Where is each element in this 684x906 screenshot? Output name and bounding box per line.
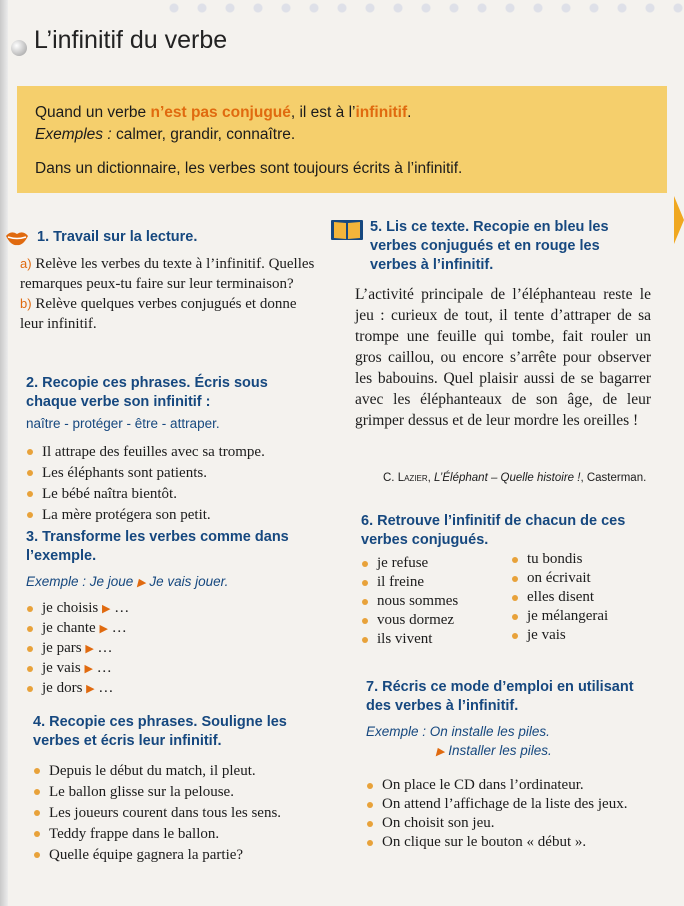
section-1-b bbox=[20, 294, 318, 334]
section-7 bbox=[366, 678, 662, 852]
section-3-list bbox=[26, 599, 326, 699]
rule-line bbox=[35, 102, 649, 124]
verb-columns bbox=[361, 551, 657, 649]
item-dots: … bbox=[114, 600, 130, 616]
rule-text: Quand un verbe bbox=[35, 104, 151, 121]
example-result-line bbox=[366, 741, 662, 762]
item-letter: a) bbox=[20, 256, 32, 271]
book-icon bbox=[330, 218, 364, 242]
list-item: tu bondis bbox=[511, 550, 651, 569]
section-title-text: Recopie ces phrases. Souligne les verbes et écris leur infinitif. bbox=[33, 714, 287, 749]
item-text: je choisis bbox=[42, 600, 99, 616]
list-item: Les joueurs courent dans tous les sens. bbox=[33, 803, 333, 824]
list-item: Teddy frappe dans le ballon. bbox=[33, 824, 333, 845]
item-text: Relève les verbes du texte à l’infinitif. Quelles remarques peux-tu faire sur leur terminaison? bbox=[20, 256, 315, 292]
section-number: 4. bbox=[33, 714, 46, 730]
example-text: Exemple : On installe les piles. bbox=[366, 724, 550, 739]
list-item: Il attrape des feuilles avec sa trompe. bbox=[26, 442, 316, 463]
page-tab-arrow bbox=[674, 196, 684, 244]
list-item: je mélangerai bbox=[511, 607, 651, 626]
section-number: 2. bbox=[26, 375, 39, 391]
arrow-right-icon: ▶ bbox=[85, 643, 94, 655]
item-dots: … bbox=[98, 680, 114, 696]
list-item: nous sommes bbox=[361, 592, 511, 611]
examples-label: Exemples : bbox=[35, 126, 112, 143]
section-title-text: Recopie ces phrases. Écris sous chaque verbe son infinitif : bbox=[26, 375, 268, 410]
source-title: L’Éléphant – Quelle histoire ! bbox=[434, 472, 581, 484]
section-1-title bbox=[20, 228, 318, 247]
example-line bbox=[26, 572, 326, 593]
item-text: je chante bbox=[42, 620, 96, 636]
section-3-title bbox=[26, 528, 326, 566]
section-2 bbox=[26, 374, 316, 526]
text-source bbox=[383, 468, 655, 488]
section-title-text: Retrouve l’infinitif de chacun de ces verbes conjugués. bbox=[361, 513, 626, 548]
list-item: ils vivent bbox=[361, 630, 511, 649]
list-item: Depuis le début du match, il pleut. bbox=[33, 761, 333, 782]
section-6-title bbox=[361, 512, 657, 550]
section-4-list bbox=[33, 761, 333, 866]
arrow-right-icon: ▶ bbox=[436, 746, 445, 758]
top-dot-pattern bbox=[160, 0, 684, 16]
rule-box bbox=[17, 86, 667, 193]
section-5 bbox=[370, 218, 650, 275]
verb-list: naître - protéger - être - attraper. bbox=[26, 416, 220, 431]
item-dots: … bbox=[96, 660, 112, 676]
source-author: C. Lazier, bbox=[383, 472, 435, 484]
example-block bbox=[366, 722, 662, 762]
list-item: Les éléphants sont patients. bbox=[26, 463, 316, 484]
arrow-right-icon: ▶ bbox=[86, 683, 95, 695]
list-item: vous dormez bbox=[361, 611, 511, 630]
section-3 bbox=[26, 528, 326, 699]
list-item: Le bébé naîtra bientôt. bbox=[26, 484, 316, 505]
list-item: Quelle équipe gagnera la partie? bbox=[33, 845, 333, 866]
section-number: 7. bbox=[366, 679, 379, 695]
item-dots: … bbox=[111, 620, 127, 636]
reading-text: L’activité principale de l’éléphanteau reste le jeu : curieux de tout, il tente d’attraper de sa trompe une feuille qui tombe, fait rouler un gros caillou, ou encore s’arrête pour observer les babouins. Quel plaisir aussi de se bagarrer avec les éléphanteaux de son âge, de leur grimper dessus et de leur mordre les oreilles ! bbox=[355, 286, 651, 429]
section-title-text: Récris ce mode d’emploi en utilisant des verbes à l’infinitif. bbox=[366, 679, 634, 714]
section-number: 6. bbox=[361, 513, 374, 529]
section-title-text: Travail sur la lecture. bbox=[53, 229, 198, 245]
list-item bbox=[26, 639, 326, 659]
example-text: Exemple : Je joue bbox=[26, 574, 134, 589]
verb-column-1 bbox=[361, 554, 511, 649]
section-title-text: Transforme les verbes comme dans l’exemple. bbox=[26, 529, 289, 564]
item-letter: b) bbox=[20, 296, 32, 311]
arrow-right-icon: ▶ bbox=[137, 577, 146, 589]
list-item bbox=[26, 679, 326, 699]
item-dots: … bbox=[97, 640, 113, 656]
item-text: je vais bbox=[42, 660, 81, 676]
list-item bbox=[26, 619, 326, 639]
section-7-title bbox=[366, 678, 662, 716]
rule-text: . bbox=[407, 104, 412, 121]
section-title-text: Lis ce texte. Recopie en bleu les verbes conjugués et en rouge les verbes à l’infinitif. bbox=[370, 219, 609, 273]
section-6 bbox=[361, 512, 657, 649]
list-item: Le ballon glisse sur la pelouse. bbox=[33, 782, 333, 803]
list-item: elles disent bbox=[511, 588, 651, 607]
item-text: je pars bbox=[42, 640, 82, 656]
section-4 bbox=[33, 713, 333, 866]
section-2-title bbox=[26, 374, 316, 412]
item-text: je dors bbox=[42, 680, 83, 696]
example-result: Installer les piles. bbox=[448, 743, 552, 758]
page-edge bbox=[0, 0, 8, 906]
list-item: On clique sur le bouton « début ». bbox=[366, 833, 662, 852]
list-item: On choisit son jeu. bbox=[366, 814, 662, 833]
arrow-right-icon: ▶ bbox=[99, 623, 108, 635]
ball-icon bbox=[11, 40, 27, 56]
arrow-right-icon: ▶ bbox=[84, 663, 93, 675]
section-number: 1. bbox=[37, 229, 50, 245]
section-7-list bbox=[366, 776, 662, 852]
example-result: Je vais jouer. bbox=[149, 574, 229, 589]
list-item bbox=[26, 599, 326, 619]
section-number: 5. bbox=[370, 219, 383, 235]
section-4-title bbox=[33, 713, 333, 751]
list-item: il freine bbox=[361, 573, 511, 592]
rule-highlight: infinitif bbox=[355, 104, 408, 121]
list-item: On attend l’affichage de la liste des jeux. bbox=[366, 795, 662, 814]
list-item: La mère protégera son petit. bbox=[26, 505, 316, 526]
page-title: L’infinitif du verbe bbox=[34, 26, 228, 54]
rule-dictionary: Dans un dictionnaire, les verbes sont toujours écrits à l’infinitif. bbox=[35, 160, 463, 177]
section-number: 3. bbox=[26, 529, 39, 545]
rule-highlight: n’est pas conjugué bbox=[150, 104, 291, 121]
list-item: on écrivait bbox=[511, 569, 651, 588]
arrow-right-icon: ▶ bbox=[102, 603, 111, 615]
section-1 bbox=[20, 228, 318, 334]
rule-examples bbox=[35, 124, 649, 146]
list-item: On place le CD dans l’ordinateur. bbox=[366, 776, 662, 795]
verb-column-2 bbox=[511, 550, 651, 649]
item-text: Relève quelques verbes conjugués et donne leur infinitif. bbox=[20, 296, 297, 332]
list-item bbox=[26, 659, 326, 679]
section-2-list bbox=[26, 442, 316, 526]
examples-text: calmer, grandir, connaître. bbox=[111, 126, 296, 143]
section-5-title bbox=[370, 218, 650, 275]
list-item: je refuse bbox=[361, 554, 511, 573]
list-item: je vais bbox=[511, 626, 651, 645]
section-1-a bbox=[20, 254, 318, 294]
source-publisher: , Casterman. bbox=[580, 472, 647, 484]
rule-text: , il est à l’ bbox=[290, 104, 356, 121]
